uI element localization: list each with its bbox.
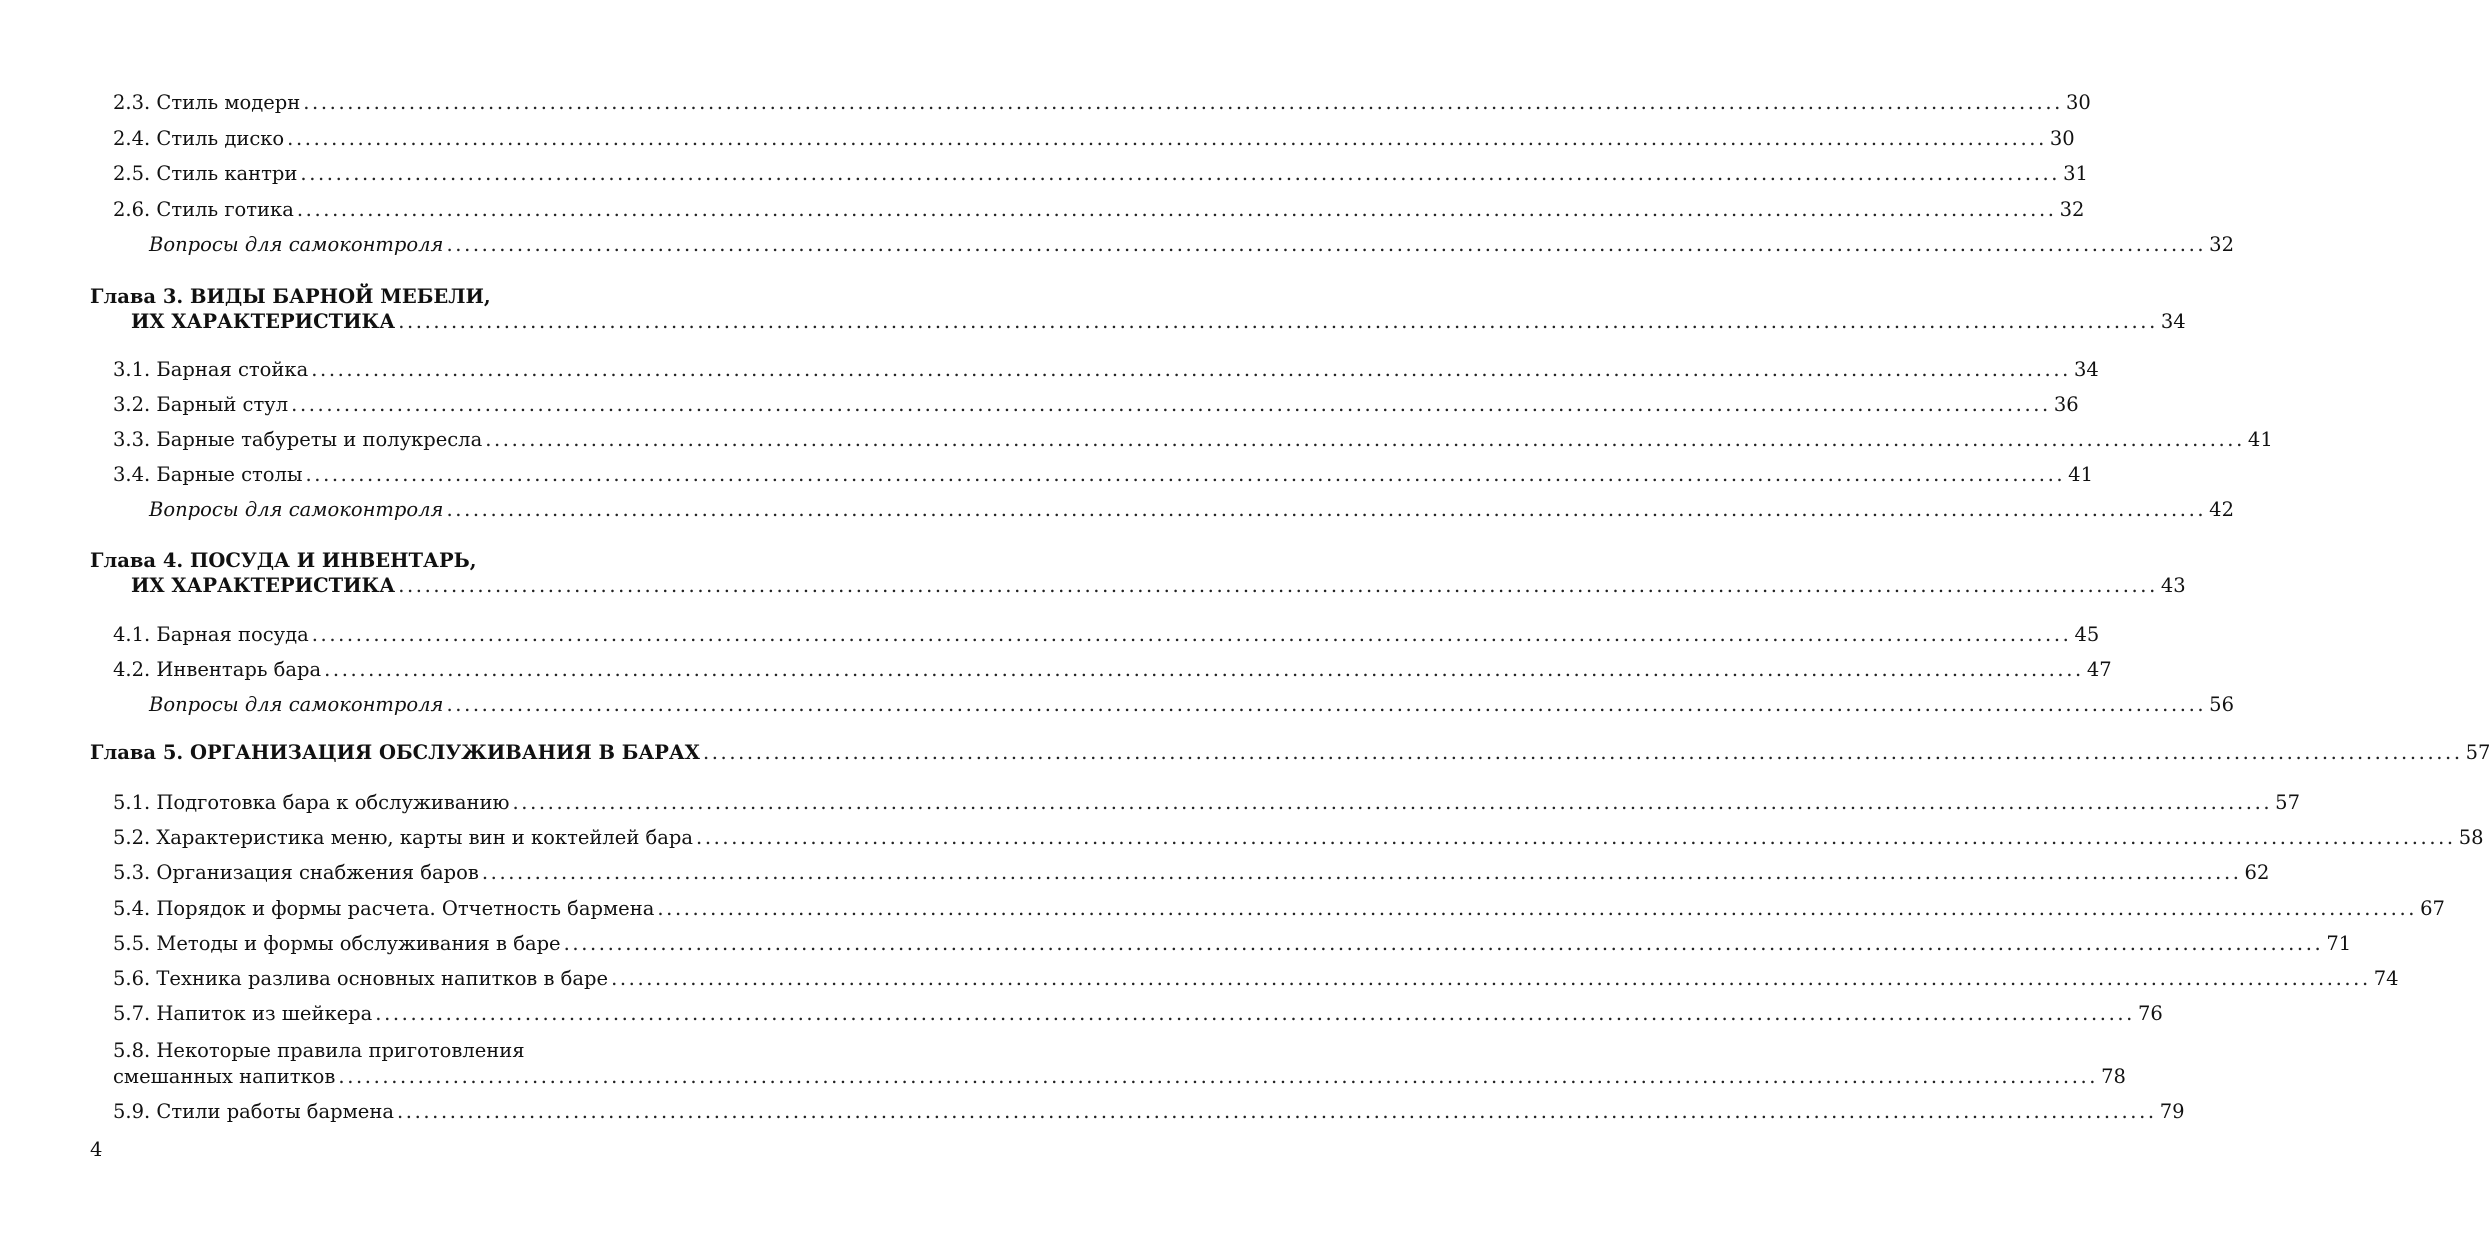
- toc-entry: [113, 127, 2075, 151]
- dot-leader: ........................................................................................................................................................................................................: [611, 967, 2371, 990]
- dot-leader: ........................................................................................................................................................................................................: [696, 826, 2456, 849]
- toc-entry: [113, 791, 2300, 815]
- toc-entry-label: Вопросы для самоконтроля: [149, 693, 444, 716]
- toc-entry: [113, 897, 2445, 921]
- toc-entry-label: 5.6. Техника разлива основных напитков в баре: [113, 967, 609, 990]
- toc-entry-page: 62: [2244, 861, 2270, 884]
- toc-entry-page: 42: [2209, 498, 2234, 521]
- dot-leader: ........................................................................................................................................................................................................: [287, 127, 2047, 150]
- toc-entry: [113, 162, 2088, 186]
- toc-entry: [113, 358, 2099, 382]
- toc-entry-label: 3.4. Барные столы: [113, 463, 303, 486]
- toc-entry-page: 56: [2209, 693, 2234, 716]
- toc-entry-page: 30: [2049, 127, 2075, 150]
- toc-entry: [113, 1100, 2185, 1124]
- toc-entry-page: 36: [2053, 393, 2079, 416]
- dot-leader: ........................................................................................................................................................................................................: [563, 932, 2324, 955]
- toc-entry-label: ИХ ХАРАКТЕРИСТИКА: [131, 574, 396, 597]
- chapter-heading: Глава 3. ВИДЫ БАРНОЙ МЕБЕЛИ,: [90, 285, 491, 308]
- toc-entry-label: Вопросы для самоконтроля: [149, 498, 444, 521]
- toc-entry-page: 43: [2160, 574, 2186, 597]
- toc-entry-page: 58: [2458, 826, 2484, 849]
- toc-entry-page: 67: [2420, 897, 2445, 920]
- dot-leader: ........................................................................................................................................................................................................: [702, 741, 2463, 764]
- dot-leader: ........................................................................................................................................................................................................: [396, 1100, 2157, 1123]
- dot-leader: ........................................................................................................................................................................................................: [512, 791, 2273, 814]
- toc-entry-questions: [149, 498, 2234, 522]
- chapter-heading: [90, 741, 2490, 765]
- toc-entry-label: 2.5. Стиль кантри: [113, 162, 298, 185]
- dot-leader: ........................................................................................................................................................................................................: [311, 358, 2071, 381]
- chapter-heading-continuation: [131, 574, 2186, 598]
- toc-entry-questions: [149, 693, 2234, 717]
- dot-leader: ........................................................................................................................................................................................................: [446, 233, 2207, 256]
- toc-entry-label: Глава 5. ОРГАНИЗАЦИЯ ОБСЛУЖИВАНИЯ В БАРАХ: [90, 741, 700, 764]
- toc-entry-label: 4.1. Барная посуда: [113, 623, 309, 646]
- toc-entry-page: 30: [2065, 91, 2091, 114]
- toc-entry: [113, 658, 2112, 682]
- toc-entry-label: ИХ ХАРАКТЕРИСТИКА: [131, 310, 396, 333]
- toc-entry-label: 2.6. Стиль готика: [113, 198, 294, 221]
- toc-entry-label: 3.3. Барные табуреты и полукресла: [113, 428, 483, 451]
- toc-entry-page: 32: [2209, 233, 2234, 256]
- toc-entry-page: 74: [2373, 967, 2399, 990]
- dot-leader: ........................................................................................................................................................................................................: [338, 1065, 2099, 1088]
- toc-entry-label: 5.1. Подготовка бара к обслуживанию: [113, 791, 510, 814]
- dot-leader: ........................................................................................................................................................................................................: [657, 897, 2418, 920]
- toc-entry-page: 78: [2101, 1065, 2126, 1088]
- toc-entry-page: 79: [2159, 1100, 2185, 1123]
- toc-entry-label: 5.2. Характеристика меню, карты вин и коктейлей бара: [113, 826, 694, 849]
- toc-entry-label: 5.5. Методы и формы обслуживания в баре: [113, 932, 561, 955]
- toc-entry-page: 41: [2068, 463, 2093, 486]
- toc-entry-page: 34: [2073, 358, 2099, 381]
- chapter-heading: Глава 4. ПОСУДА И ИНВЕНТАРЬ,: [90, 549, 477, 572]
- dot-leader: ........................................................................................................................................................................................................: [481, 861, 2242, 884]
- toc-entry: [113, 1002, 2163, 1026]
- toc-entry-label: 5.7. Напиток из шейкера: [113, 1002, 373, 1025]
- toc-entry-questions: [149, 233, 2234, 257]
- toc-entry-label: 5.4. Порядок и формы расчета. Отчетность бармена: [113, 897, 655, 920]
- page-number: 4: [90, 1138, 103, 1161]
- dot-leader: ........................................................................................................................................................................................................: [324, 658, 2084, 681]
- toc-entry: [113, 967, 2399, 991]
- toc-entry: [113, 826, 2484, 850]
- dot-leader: ........................................................................................................................................................................................................: [311, 623, 2072, 646]
- toc-entry: [113, 1065, 2126, 1089]
- toc-entry: [113, 623, 2100, 647]
- toc-entry: [113, 198, 2085, 222]
- dot-leader: ........................................................................................................................................................................................................: [398, 574, 2158, 597]
- dot-leader: ........................................................................................................................................................................................................: [296, 198, 2057, 221]
- toc-entry-label: 4.2. Инвентарь бара: [113, 658, 322, 681]
- toc-entry: [113, 91, 2091, 115]
- toc-entry-page: 31: [2063, 162, 2088, 185]
- dot-leader: ........................................................................................................................................................................................................: [375, 1002, 2135, 1025]
- dot-leader: ........................................................................................................................................................................................................: [300, 162, 2061, 185]
- toc-entry-label: 2.4. Стиль диско: [113, 127, 285, 150]
- dot-leader: ........................................................................................................................................................................................................: [303, 91, 2063, 114]
- toc-entry-page: 32: [2059, 198, 2085, 221]
- toc-entry-page: 71: [2326, 932, 2352, 955]
- toc-entry-page: 76: [2137, 1002, 2163, 1025]
- dot-leader: ........................................................................................................................................................................................................: [485, 428, 2245, 451]
- toc-entry-page: 47: [2086, 658, 2112, 681]
- toc-entry-label: смешанных напитков: [113, 1065, 336, 1088]
- dot-leader: ........................................................................................................................................................................................................: [291, 393, 2051, 416]
- dot-leader: ........................................................................................................................................................................................................: [305, 463, 2066, 486]
- dot-leader: ........................................................................................................................................................................................................: [446, 693, 2207, 716]
- toc-entry-label: 3.2. Барный стул: [113, 393, 289, 416]
- toc-entry-label: 5.3. Организация снабжения баров: [113, 861, 479, 884]
- toc-entry: [113, 463, 2093, 487]
- toc-entry-label: 5.9. Стили работы бармена: [113, 1100, 394, 1123]
- toc-entry-page: 34: [2160, 310, 2186, 333]
- toc-entry-page: 41: [2247, 428, 2273, 451]
- toc-entry-label: 5.8. Некоторые правила приготовления: [113, 1039, 525, 1062]
- toc-entry-label: 2.3. Стиль модерн: [113, 91, 301, 114]
- toc-entry-label: 3.1. Барная стойка: [113, 358, 309, 381]
- toc-entry: [113, 393, 2079, 417]
- toc-entry: [113, 861, 2270, 885]
- dot-leader: ........................................................................................................................................................................................................: [398, 310, 2158, 333]
- chapter-heading-continuation: [131, 310, 2186, 334]
- toc-entry-page: 45: [2074, 623, 2100, 646]
- toc-entry: [113, 428, 2273, 452]
- dot-leader: ........................................................................................................................................................................................................: [446, 498, 2207, 521]
- toc-entry-page: 57: [2275, 791, 2300, 814]
- toc-entry-label: Вопросы для самоконтроля: [149, 233, 444, 256]
- toc-entry-page: 57: [2465, 741, 2490, 764]
- toc-entry: [113, 932, 2352, 956]
